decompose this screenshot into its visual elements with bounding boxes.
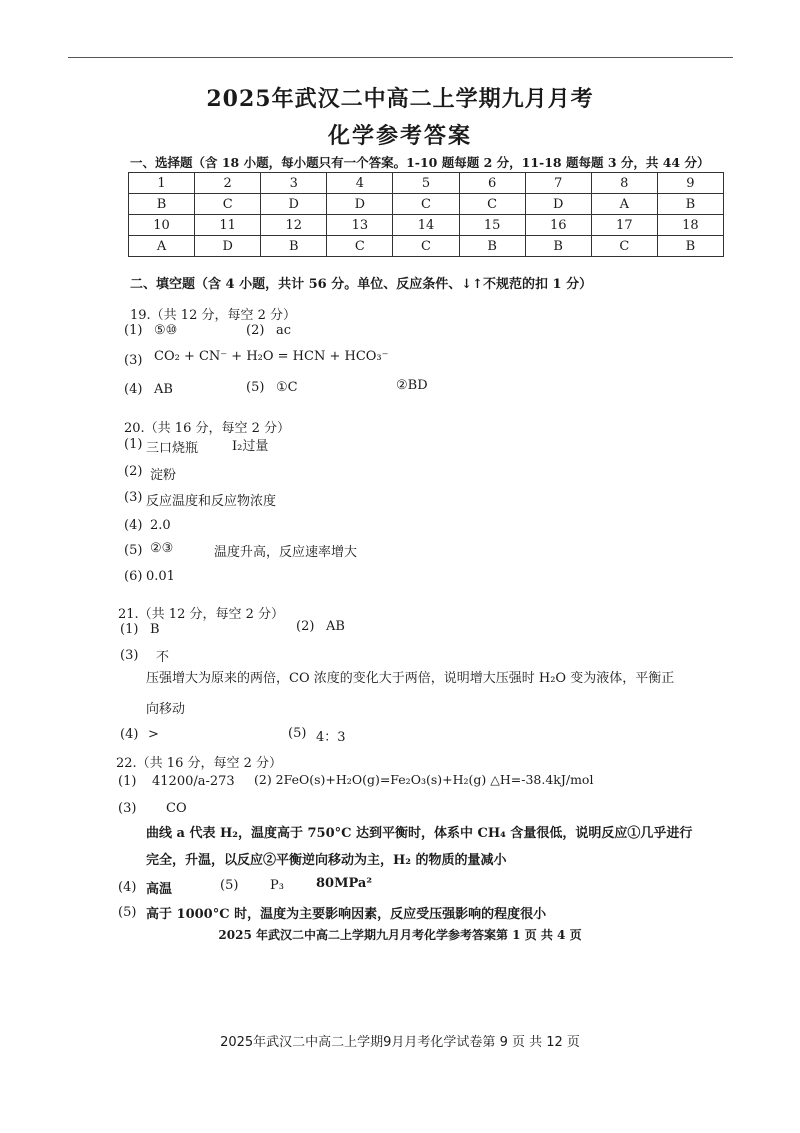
q19-3-answer: CO₂ + CN⁻ + H₂O = HCN + HCO₃⁻ xyxy=(154,349,389,364)
q22-1-answer: 41200/a-273 xyxy=(152,774,235,789)
answer-table-row xyxy=(129,194,724,215)
answer-table-row xyxy=(129,215,724,236)
q19-4-num: (4) xyxy=(124,382,143,397)
q22-5-answer-a: P₃ xyxy=(270,878,284,893)
question-number-cell: 17 xyxy=(591,215,657,236)
question-number-cell: 16 xyxy=(525,215,591,236)
q21-5-num: (5) xyxy=(288,726,307,741)
q22-1-num: (1) xyxy=(118,774,137,789)
page-subtitle: 化学参考答案 xyxy=(327,123,472,149)
q19-heading: 19.（共 12 分，每空 2 分） xyxy=(130,308,297,323)
question-number-cell: 9 xyxy=(657,173,723,194)
top-rule xyxy=(68,57,733,58)
question-number-cell: 1 xyxy=(129,173,195,194)
outer-page-footer: 2025年武汉二中高二上学期9月月考化学试卷第 9 页 共 12 页 xyxy=(220,1035,580,1050)
q20-2-answer: 淀粉 xyxy=(150,468,177,483)
answer-cell: B xyxy=(261,236,327,257)
section2-heading: 二、填空题（含 4 小题，共计 56 分。单位、反应条件、↓↑不规范的扣 1 分） xyxy=(130,277,593,292)
answer-cell: A xyxy=(591,194,657,215)
answer-cell: C xyxy=(459,194,525,215)
q20-5-answer-b: 温度升高，反应速率增大 xyxy=(214,545,358,560)
q22-b5-answer: 高于 1000°C 时，温度为主要影响因素，反应受压强影响的程度很小 xyxy=(146,907,547,922)
q21-2-answer: AB xyxy=(326,619,345,634)
q22-b5-num: (5) xyxy=(118,905,137,920)
q20-6-num: (6) xyxy=(124,569,143,584)
q20-1-num: (1) xyxy=(124,437,143,452)
answer-cell: D xyxy=(525,194,591,215)
q20-4-num: (4) xyxy=(124,518,143,533)
answer-cell: D xyxy=(261,194,327,215)
answer-cell: D xyxy=(195,236,261,257)
question-number-cell: 3 xyxy=(261,173,327,194)
q20-2-num: (2) xyxy=(124,464,143,479)
answer-cell: B xyxy=(129,194,195,215)
answer-cell: B xyxy=(657,194,723,215)
question-number-cell: 5 xyxy=(393,173,459,194)
q22-5-num: (5) xyxy=(220,878,239,893)
question-number-cell: 8 xyxy=(591,173,657,194)
q22-2-answer: (2) 2FeO(s)+H₂O(g)=Fe₂O₃(s)+H₂(g) △H=-38.4kJ/mol xyxy=(254,772,594,787)
answer-cell: C xyxy=(591,236,657,257)
q19-1-num: (1) xyxy=(124,323,143,338)
q19-4-answer: AB xyxy=(154,382,173,397)
q22-5-answer-b: 80MPa² xyxy=(316,876,373,891)
q20-heading: 20.（共 16 分，每空 2 分） xyxy=(124,421,291,436)
q21-3-explanation-line1: 压强增大为原来的两倍，CO 浓度的变化大于两倍，说明增大压强时 H₂O 变为液体，平衡正 xyxy=(146,671,675,686)
q20-1-answer-a: 三口烧瓶 xyxy=(146,441,199,456)
q19-3-num: (3) xyxy=(124,353,143,368)
q20-3-answer: 反应温度和反应物浓度 xyxy=(146,494,277,509)
answer-cell: B xyxy=(459,236,525,257)
question-number-cell: 4 xyxy=(327,173,393,194)
q22-3-explanation-line2: 完全，升温，以反应②平衡逆向移动为主，H₂ 的物质的量减小 xyxy=(146,853,507,868)
q21-1-answer: B xyxy=(150,622,160,637)
q20-5-num: (5) xyxy=(124,543,143,558)
answer-cell: B xyxy=(525,236,591,257)
q21-4-answer: > xyxy=(148,727,159,742)
answer-cell: C xyxy=(195,194,261,215)
answer-cell: C xyxy=(327,236,393,257)
question-number-cell: 10 xyxy=(129,215,195,236)
q22-4-answer: 高温 xyxy=(146,882,173,897)
q19-5-answer-a: ①C xyxy=(276,380,298,395)
q20-1-answer-b: I₂过量 xyxy=(232,439,269,454)
answer-cell: D xyxy=(327,194,393,215)
q21-1-num: (1) xyxy=(120,622,139,637)
q22-heading: 22.（共 16 分，每空 2 分） xyxy=(116,756,283,771)
q20-3-num: (3) xyxy=(124,490,143,505)
q21-2-num: (2) xyxy=(296,619,315,634)
q21-5-answer: 4：3 xyxy=(316,730,346,745)
question-number-cell: 18 xyxy=(657,215,723,236)
question-number-cell: 15 xyxy=(459,215,525,236)
q19-2-answer: ac xyxy=(276,323,292,338)
q22-3-explanation-line1: 曲线 a 代表 H₂，温度高于 750°C 达到平衡时，体系中 CH₄ 含量很低，说明反应①几乎进行 xyxy=(146,826,693,841)
q20-4-answer: 2.0 xyxy=(150,518,171,533)
q19-2-num: (2) xyxy=(246,323,265,338)
answer-table-row xyxy=(129,236,724,257)
inner-page-footer: 2025 年武汉二中高二上学期九月月考化学参考答案第 1 页 共 4 页 xyxy=(218,928,582,942)
q20-5-answer-a: ②③ xyxy=(150,541,174,556)
q21-heading: 21.（共 12 分，每空 2 分） xyxy=(118,607,285,622)
q21-3-answer: 不 xyxy=(156,650,170,665)
q22-4-num: (4) xyxy=(118,880,137,895)
answer-cell: A xyxy=(129,236,195,257)
q19-1-answer: ⑤⑩ xyxy=(154,323,178,338)
answer-table-row xyxy=(129,173,724,194)
q19-5-answer-b: ②BD xyxy=(396,378,428,393)
question-number-cell: 7 xyxy=(525,173,591,194)
q19-5-num: (5) xyxy=(246,380,265,395)
answer-table xyxy=(128,172,724,257)
question-number-cell: 12 xyxy=(261,215,327,236)
q21-4-num: (4) xyxy=(120,727,139,742)
q21-3-explanation-line2: 向移动 xyxy=(146,702,186,717)
q20-6-answer: 0.01 xyxy=(146,569,175,584)
question-number-cell: 14 xyxy=(393,215,459,236)
question-number-cell: 6 xyxy=(459,173,525,194)
section1-heading: 一、选择题（含 18 小题，每小题只有一个答案。1-10 题每题 2 分，11-18 题每题 3 分，共 44 分） xyxy=(130,155,710,170)
answer-cell: B xyxy=(657,236,723,257)
q22-3-answer: CO xyxy=(166,801,187,816)
answer-cell: C xyxy=(393,194,459,215)
q21-3-num: (3) xyxy=(120,648,139,663)
answer-cell: C xyxy=(393,236,459,257)
question-number-cell: 13 xyxy=(327,215,393,236)
question-number-cell: 2 xyxy=(195,173,261,194)
question-number-cell: 11 xyxy=(195,215,261,236)
page-title: 2025年武汉二中高二上学期九月月考 xyxy=(206,86,594,112)
q22-3-num: (3) xyxy=(118,801,137,816)
